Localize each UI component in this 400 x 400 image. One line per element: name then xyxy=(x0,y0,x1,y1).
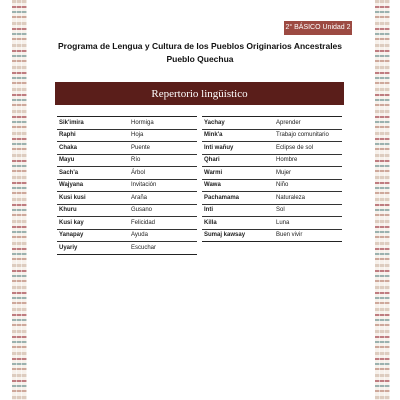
quechua-term: Qhari xyxy=(204,157,220,164)
grade-unit-badge: 2° BÁSICO Unidad 2 xyxy=(284,21,352,35)
glossary-row xyxy=(57,116,197,130)
glossary-row xyxy=(57,180,197,193)
glossary-row xyxy=(202,155,342,168)
spanish-meaning: Naturaleza xyxy=(276,194,306,201)
quechua-term: Yanapay xyxy=(59,232,84,239)
spanish-meaning: Árbol xyxy=(131,169,146,176)
glossary-row xyxy=(57,205,197,218)
glossary-table-right xyxy=(202,116,342,242)
glossary-row xyxy=(202,205,342,218)
quechua-term: Khuru xyxy=(59,207,77,214)
quechua-term: Mayu xyxy=(59,157,75,164)
spanish-meaning: Puente xyxy=(131,144,151,151)
quechua-term: Raphi xyxy=(59,132,76,139)
glossary-row xyxy=(57,242,197,255)
section-banner-label: Repertorio lingüístico xyxy=(151,87,248,100)
glossary-row xyxy=(202,180,342,193)
spanish-meaning: Gusano xyxy=(131,207,153,214)
glossary-row xyxy=(202,167,342,180)
quechua-term: Inti xyxy=(204,207,213,214)
glossary-row xyxy=(57,217,197,230)
quechua-term: Wajyana xyxy=(59,182,84,189)
quechua-term: Sumaj kawsay xyxy=(204,232,246,239)
glossary-row xyxy=(57,167,197,180)
glossary-row xyxy=(202,142,342,155)
spanish-meaning: Hoja xyxy=(131,132,144,139)
quechua-term: Wawa xyxy=(204,182,221,189)
spanish-meaning: Río xyxy=(131,157,141,164)
quechua-term: Uyariy xyxy=(59,244,78,251)
quechua-term: Sach'a xyxy=(59,169,79,176)
glossary-row xyxy=(57,142,197,155)
quechua-term: Killa xyxy=(204,219,217,226)
section-banner xyxy=(55,82,344,105)
quechua-term: Kusi kusi xyxy=(59,194,86,201)
quechua-term: Yachay xyxy=(204,119,225,126)
glossary-table-left xyxy=(57,116,197,255)
spanish-meaning: Sol xyxy=(276,207,285,214)
glossary-row xyxy=(57,130,197,143)
spanish-meaning: Niño xyxy=(276,182,289,189)
spanish-meaning: Mujer xyxy=(276,169,292,176)
quechua-term: Sik'imira xyxy=(59,119,84,126)
spanish-meaning: Aprender xyxy=(276,119,301,126)
glossary-row xyxy=(202,130,342,143)
glossary-row xyxy=(202,192,342,205)
quechua-term: Mink'a xyxy=(204,132,223,139)
program-title: Programa de Lengua y Cultura de los Pueblos Originarios Ancestrales xyxy=(57,41,343,51)
spanish-meaning: Ayuda xyxy=(131,232,148,239)
glossary-row xyxy=(202,116,342,130)
spanish-meaning: Trabajo comunitario xyxy=(276,132,329,139)
spanish-meaning: Hormiga xyxy=(131,119,154,126)
quechua-term: Kusi kay xyxy=(59,219,84,226)
quechua-term: Inti wañuy xyxy=(204,144,234,151)
quechua-term: Pachamama xyxy=(204,194,240,201)
spanish-meaning: Felicidad xyxy=(131,219,156,226)
spanish-meaning: Araña xyxy=(131,194,148,201)
spanish-meaning: Eclipse de sol xyxy=(276,144,314,151)
spanish-meaning: Escuchar xyxy=(131,244,157,251)
quechua-term: Chaka xyxy=(59,144,78,151)
people-subtitle: Pueblo Quechua xyxy=(166,54,234,64)
spanish-meaning: Hombre xyxy=(276,157,298,164)
glossary-row xyxy=(202,217,342,230)
spanish-meaning: Invitación xyxy=(131,182,157,189)
quechua-term: Warmi xyxy=(204,169,223,176)
glossary-row xyxy=(57,155,197,168)
spanish-meaning: Luna xyxy=(276,219,290,226)
glossary-row xyxy=(202,230,342,243)
glossary-row xyxy=(57,192,197,205)
glossary-row xyxy=(57,230,197,243)
spanish-meaning: Buen vivir xyxy=(276,232,303,239)
